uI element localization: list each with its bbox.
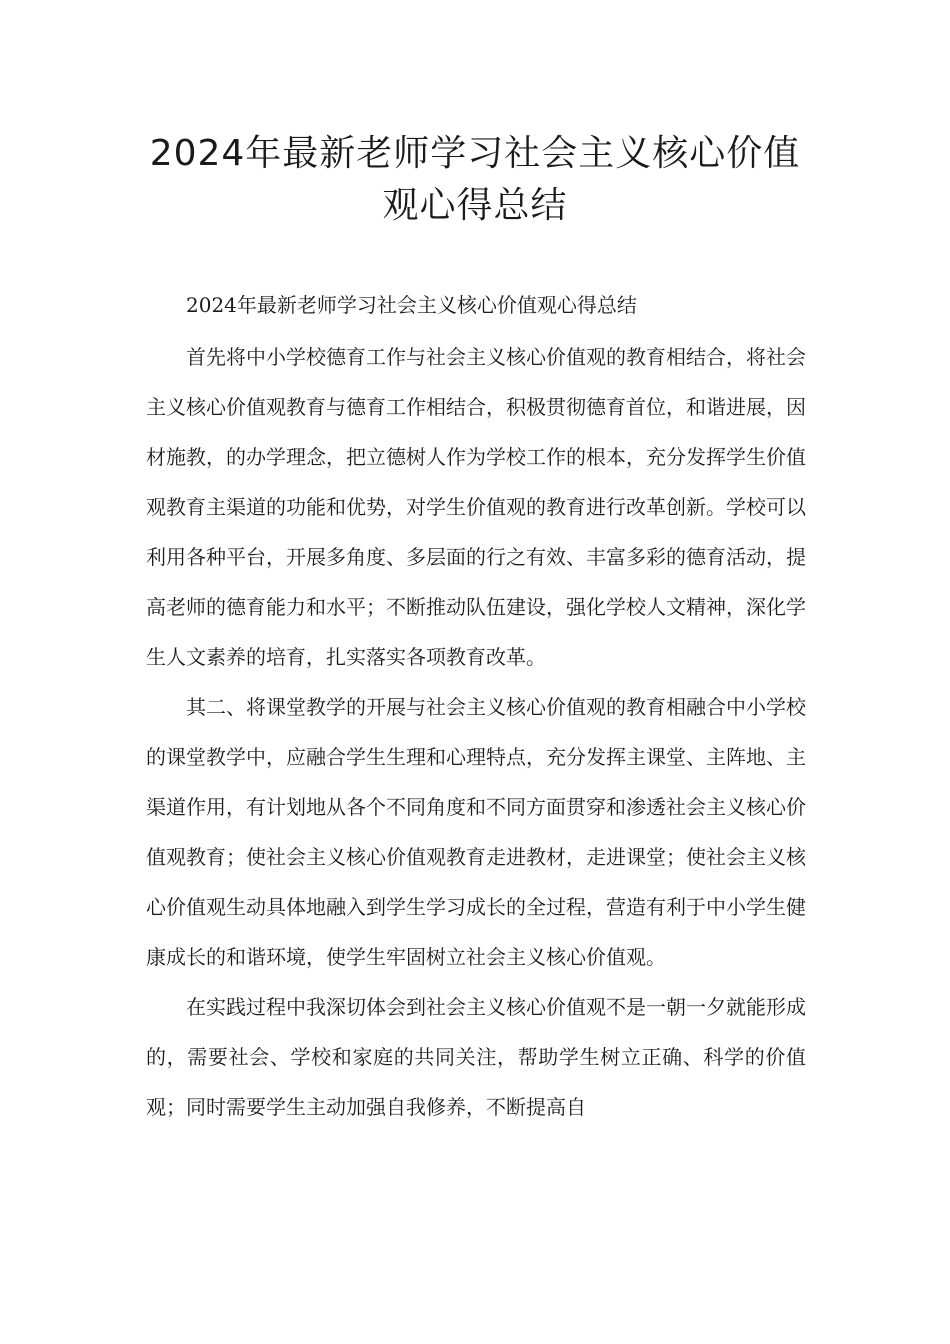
title-line-2: 观心得总结 <box>382 185 568 226</box>
document-title <box>0 128 950 232</box>
title-line-1: 2024年最新老师学习社会主义核心价值 <box>149 133 801 174</box>
document-body <box>146 280 806 1132</box>
paragraph-subtitle: 2024年最新老师学习社会主义核心价值观心得总结 <box>186 293 637 317</box>
paragraph-1: 首先将中小学校德育工作与社会主义核心价值观的教育相结合，将社会主义核心价值观教育与德育工作相结合，积极贯彻德育首位，和谐进展，因材施教，的办学理念，把立德树人作为学校工作的根本，充分发挥学生价值观教育主渠道的功能和优势，对学生价值观的教育进行改革创新。学校可以利用各种平台，开展多角度、多层面的行之有效、丰富多彩的德育活动，提高老师的德育能力和水平；不断推动队伍建设，强化学校人文精神，深化学生人文素养的培育，扎实落实各项教育改革。 <box>146 345 806 669</box>
paragraph-3: 在实践过程中我深切体会到社会主义核心价值观不是一朝一夕就能形成的，需要社会、学校和家庭的共同关注，帮助学生树立正确、科学的价值观；同时需要学生主动加强自我修养，不断提高自 <box>146 995 806 1119</box>
paragraph-2: 其二、将课堂教学的开展与社会主义核心价值观的教育相融合中小学校的课堂教学中，应融合学生生理和心理特点，充分发挥主课堂、主阵地、主渠道作用，有计划地从各个不同角度和不同方面贯穿和渗透社会主义核心价值观教育；使社会主义核心价值观教育走进教材，走进课堂；使社会主义核心价值观生动具体地融入到学生学习成长的全过程，营造有利于中小学生健康成长的和谐环境，使学生牢固树立社会主义核心价值观。 <box>146 695 806 969</box>
